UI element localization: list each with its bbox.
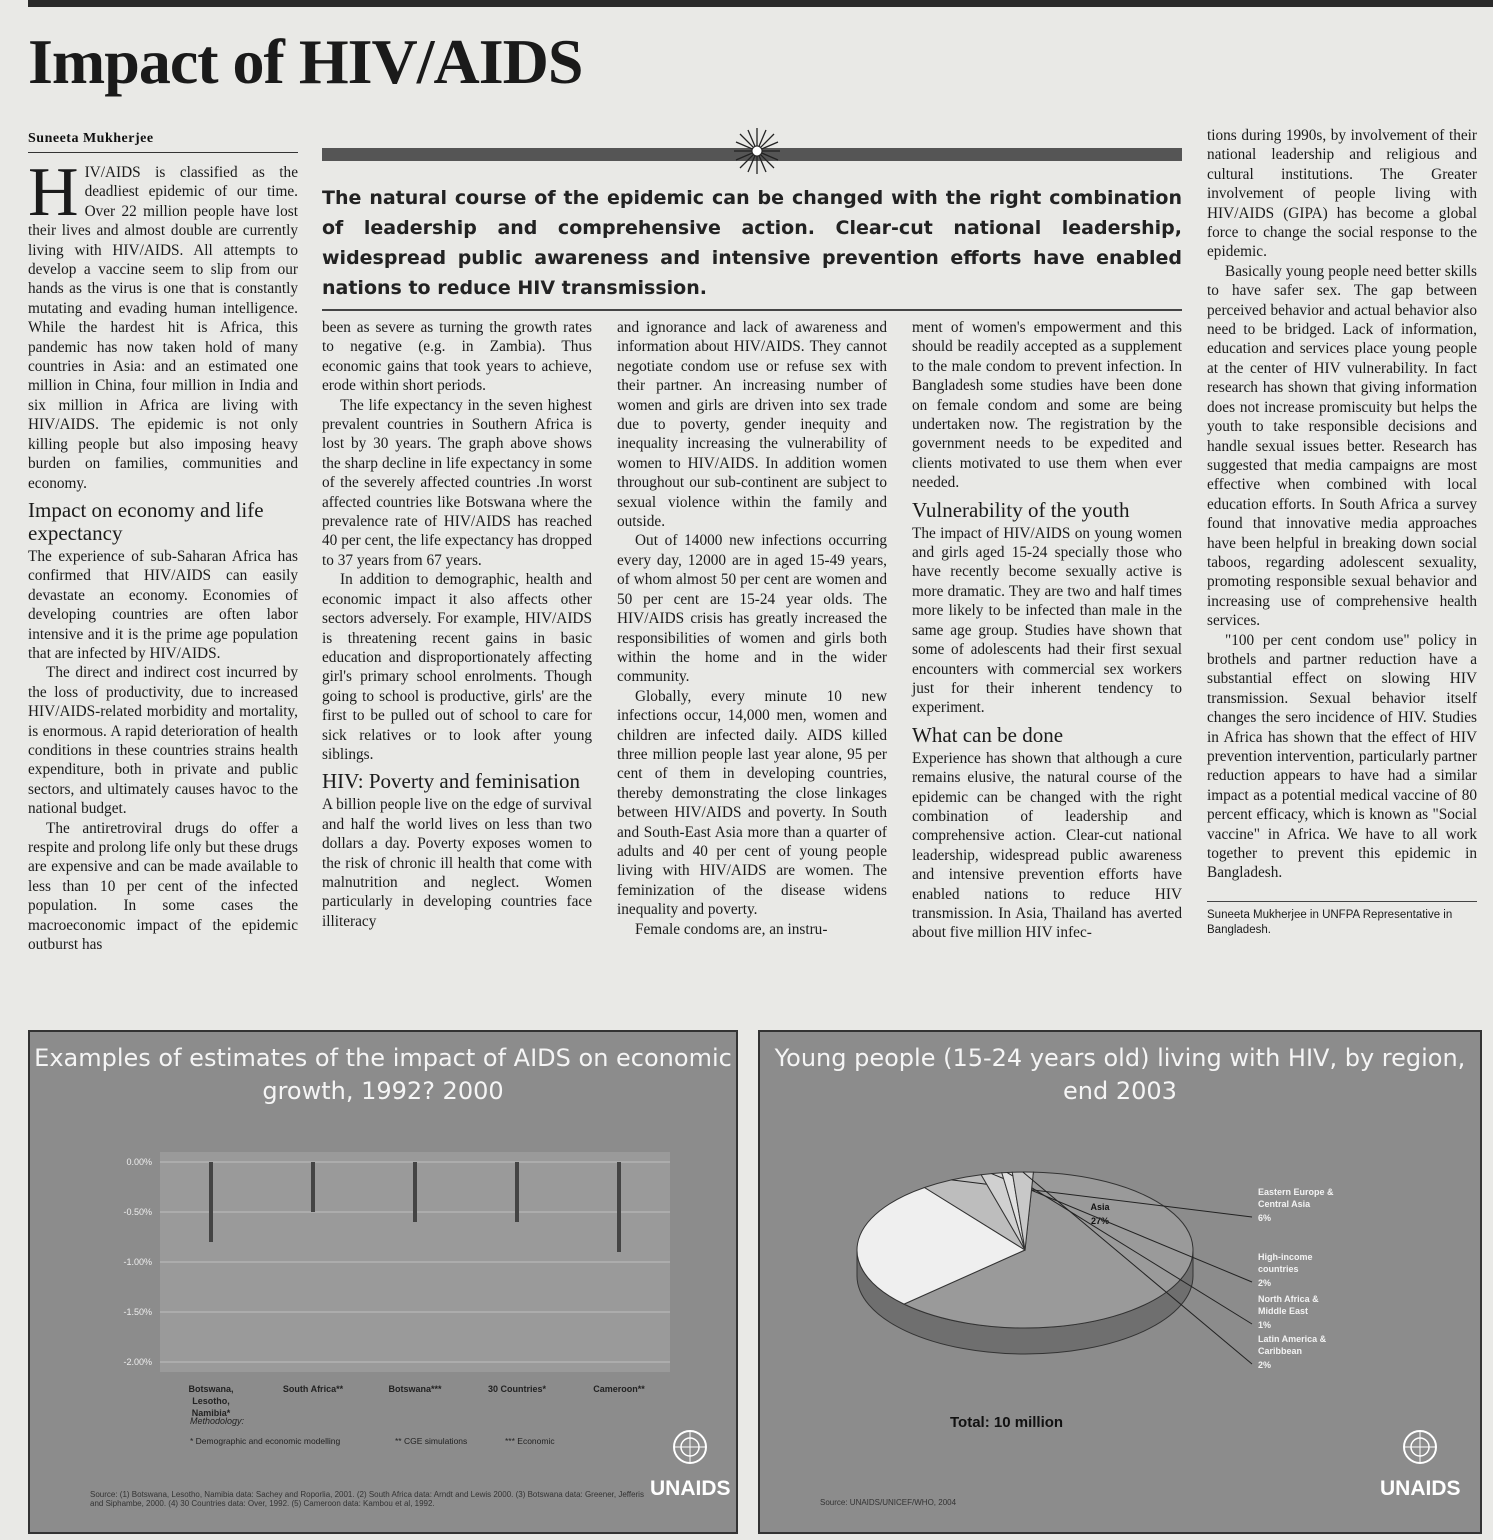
economic-growth-chart-source: Source: (1) Botswana, Lesotho, Namibia data: Sachey and Roporlia, 2001. (2) South Africa data: Arndt and Lewis 2000. (3) Botswana data: Greener, Jefferis and Siphambe, 2000. (4) 30 Countries data: Over, 1992. (5) Cameroon data: Kambou et al, 1992.: [90, 1490, 644, 1508]
bar: [311, 1162, 315, 1212]
slice-label: High-income: [1258, 1252, 1313, 1262]
category-label: [283, 1384, 344, 1394]
column-5: [1207, 126, 1477, 1018]
column-3-paragraph-3: Globally, every minute 10 new infections occur, 14,000 men, women and children are infected daily. AIDS killed three million people last year alone, 95 per cent of them in developing countries, thereby demonstrating the close linkages between HIV/AIDS and poverty. In South and South-East Asia more than a quarter of adults and 40 per cent of young people living with HIV/AIDS are women. The feminization of the disease widens inequality and poverty.: [617, 687, 887, 919]
legend-item: *** Economic: [505, 1436, 555, 1446]
pull-quote-text: The natural course of the epidemic can be changed with the right combination of leadership and comprehensive action. Clear-cut national leadership, widespread public awareness and intensive prevention efforts have enabled nations to reduce HIV transmission.: [322, 187, 1182, 299]
drop-cap: H: [28, 154, 79, 231]
young-people-chart-source: Source: UNAIDS/UNICEF/WHO, 2004: [820, 1498, 957, 1507]
headline: Impact of HIV/AIDS: [28, 26, 583, 97]
y-tick-label: -2.00%: [123, 1357, 152, 1367]
slice-value: 1%: [1258, 1320, 1272, 1330]
subheading-poverty: HIV: Poverty and feminisation: [322, 769, 580, 794]
byline: Suneeta Mukherjee: [28, 131, 154, 146]
category-label: [593, 1384, 645, 1394]
y-tick-label: 0.00%: [126, 1157, 152, 1167]
column-4: [912, 318, 1182, 1018]
bar: [515, 1162, 519, 1222]
column-1-paragraph-2: The experience of sub-Saharan Africa has confirmed that HIV/AIDS can easily devastate an economy. Economies of developing countries are often labor intensive and it is the prime age population that are infected by HIV/AIDS.: [28, 547, 298, 662]
subheading-youth: Vulnerability of the youth: [912, 497, 1130, 522]
pull-quote: [322, 148, 1182, 311]
pie-total: Total: 10 million: [950, 1414, 1064, 1431]
column-2-paragraph-3: In addition to demographic, health and economic impact it also affects other sectors adversely. For example, HIV/AIDS is threatening recent gains in basic education and disproportionately affecting girl's primary school enrolments. Though going to school is productive, girls' are the first to be pulled out of school to care for sick relatives or to look after young siblings.: [322, 571, 592, 763]
top-rule: [28, 0, 1493, 7]
category-label-line: South Africa**: [282, 1384, 344, 1394]
byline-rule: [28, 152, 298, 153]
un-emblem-icon: [670, 1427, 710, 1467]
un-emblem-icon: [1400, 1427, 1440, 1467]
column-3: [617, 318, 887, 1018]
column-5-paragraph-1: tions during 1990s, by involvement of their national leadership and religious and cultural institutions. The Greater involvement of people living with HIV/AIDS (GIPA) has become a global force to change the social response to the epidemic.: [1207, 127, 1477, 261]
slice-label-line-2: Central Asia: [1258, 1199, 1311, 1209]
category-label: [188, 1384, 233, 1418]
young-people-chart-panel: [758, 1030, 1482, 1534]
category-label: [388, 1384, 442, 1394]
economic-growth-chart-panel: [28, 1030, 738, 1534]
column-3-paragraph-4: Female condoms are, an instru-: [635, 920, 828, 938]
slice-label-line-2: Middle East: [1258, 1306, 1309, 1316]
unaids-logo: UNAIDS: [1380, 1477, 1461, 1500]
column-1-paragraph-3: The direct and indirect cost incurred by the loss of productivity, due to increased HIV/AIDS-related morbidity and mortality, is enormous. A rapid deterioration of health conditions in these countries strains health expenditure, both in private and public sectors, and ultimately causes havoc to the national budget.: [28, 664, 298, 818]
legend-title: Methodology:: [190, 1416, 245, 1426]
column-2-paragraph-2: The life expectancy in the seven highest prevalent countries in Southern Africa is lost by 30 years. The graph above shows the sharp decline in life expectancy in some of the severely affected countries .In worst affected countries like Botswana where the prevalence rate of HIV/AIDS has reached 40 per cent, the life expectancy has dropped to 37 years from 67 years.: [322, 396, 592, 569]
slice-label: Latin America &: [1258, 1334, 1327, 1344]
column-1-paragraph-1-text: IV/AIDS is classified as the deadliest epidemic of our time. Over 22 million people have lost their lives and almost double are currently living with HIV/AIDS. All attempts to develop a vaccine seem to slip from our hands as the virus is one that is constantly mutating and evading human intelligence. While the hardest hit is Africa, this pandemic has now taken hold of many countries in Asia: and an estimated one million in China, four million in India and six million in Africa are living with HIV/AIDS. The epidemic is not only killing people but also imposing heavy burden on families, communities and economy.: [28, 164, 298, 492]
category-label-line: Lesotho,: [192, 1396, 230, 1406]
unaids-logo: UNAIDS: [650, 1477, 731, 1500]
column-1: [28, 154, 298, 1018]
column-4-paragraph-3: Experience has shown that although a cure remains elusive, the natural course of the epidemic can be changed with the right combination of leadership and comprehensive action. Clear-cut national leadership, widespread public awareness and intensive prevention efforts have enabled nations to reduce HIV transmission. In Asia, Thailand has averted about five million HIV infec-: [912, 749, 1182, 942]
category-label-line: Namibia*: [191, 1408, 231, 1418]
slice-label: Eastern Europe &: [1258, 1187, 1334, 1197]
column-2-paragraph-1: been as severe as turning the growth rates to negative (e.g. in Zambia). Thus economic gains that took years to achieve, erode within short periods.: [322, 319, 592, 395]
slice-value: 6%: [1258, 1213, 1272, 1223]
y-tick-label: -1.00%: [123, 1257, 152, 1267]
column-4-paragraph-1: ment of women's empowerment and this should be readily accepted as a supplement to the male condom to prevent infection. In Bangladesh some studies have been done on female condom and some are being undertaken now. The registration by the government needs to be expedited and clients motivated to use them when ever needed.: [912, 319, 1182, 492]
slice-value: 2%: [1258, 1360, 1272, 1370]
bar: [617, 1162, 621, 1252]
column-2: [322, 318, 592, 1018]
slice-label-line-2: Caribbean: [1258, 1346, 1303, 1356]
category-label: [488, 1384, 547, 1394]
slice-label-line-2: countries: [1258, 1264, 1299, 1274]
slice-value: 2%: [1258, 1278, 1272, 1288]
category-label-line: Botswana***: [388, 1384, 442, 1394]
slice-value: 27%: [1090, 1216, 1110, 1226]
y-tick-label: -0.50%: [123, 1207, 152, 1217]
young-people-pie-chart: [760, 1032, 1480, 1532]
column-2-paragraph-4: A billion people live on the edge of survival and half the world lives on less than two dollars a day. Poverty exposes women to the risk of chronic ill health that come with malnutrition and neglect. Women particularly in developing countries face illiteracy: [322, 796, 592, 930]
bar: [413, 1162, 417, 1222]
starburst-icon: [732, 126, 782, 176]
category-label-line: Cameroon**: [593, 1384, 645, 1394]
slice-label: North Africa &: [1258, 1294, 1319, 1304]
author-note-rule: [1207, 901, 1477, 902]
column-1-paragraph-4: The antiretroviral drugs do offer a respite and prolong life only but these drugs are expensive and can be made available to less than 10 per cent of the infected population. In some cases the macroeconomic impact of the epidemic outburst has: [28, 819, 298, 954]
economic-growth-chart: [30, 1032, 736, 1532]
column-3-paragraph-2: Out of 14000 new infections occurring every day, 12000 are in aged 15-49 years, of whom almost 50 per cent are women and 50 per cent are 15-24 year olds. The HIV/AIDS crisis has greatly increased the responsibilities of women and girls both within the home and in the wider community.: [617, 532, 887, 686]
legend-item: ** CGE simulations: [395, 1436, 468, 1446]
economic-growth-chart-title: Examples of estimates of the impact of AIDS on economic growth, 1992? 2000: [34, 1044, 732, 1105]
column-3-paragraph-1: and ignorance and lack of awareness and information about HIV/AIDS. They cannot negotiate condom use or refuse sex with their partner. An increasing number of women and girls are driven into sex trade due to poverty, gender inequity and inequality increasing the vulnerability of women to HIV/AIDS. In addition women throughout our sub-continent are subject to sexual violence within the family and outside.: [617, 319, 887, 531]
y-tick-label: -1.50%: [123, 1307, 152, 1317]
column-5-paragraph-2: Basically young people need better skills to have safer sex. The gap between perceived behavior and actual behavior also need to be bridged. Lack of information, education and services place young people at the center of HIV vulnerability. In fact research has shown that giving information does not increase promiscuity but helps the youth to take responsible decisions and handle sexual issues better. Research has suggested that media campaigns are most effective when combined with local education efforts. In South Africa a survey found that innovative media approaches have been helpful in breaking down social taboos, regarding adolescent sexuality, promoting responsible sexual behavior and increasing use of comprehensive health services.: [1207, 262, 1477, 630]
subheading-economy: Impact on economy and life expectancy: [28, 497, 264, 545]
slice-label: Asia: [1090, 1202, 1110, 1212]
subheading-what-can-be-done: What can be done: [912, 722, 1064, 747]
column-4-paragraph-2: The impact of HIV/AIDS on young women and girls aged 15-24 specially those who have recently become sexually active is more dramatic. They are two and half times more likely to be infected than male in the same age group. Studies have shown that some of adolescents had their first sexual encounters with commercial sex workers just for their inherent tendency to experiment.: [912, 524, 1182, 717]
category-label-line: 30 Countries*: [487, 1384, 547, 1394]
column-5-paragraph-3: "100 per cent condom use" policy in brothels and partner reduction have a substantial effect on slowing HIV transmission. Sexual behavior itself changes the sero incidence of HIV. Studies in Africa has shown that the effect of HIV prevention intervention, particularly partner reduction appears to have had a similar impact as a potential medical vaccine of 80 percent efficacy, which is known as "Social vaccine" in Africa. We have to all work together to prevent this epidemic in Bangladesh.: [1207, 631, 1477, 882]
legend-item: * Demographic and economic modelling: [190, 1436, 341, 1446]
bar: [209, 1162, 213, 1242]
young-people-chart-title: Young people (15-24 years old) living with HIV, by region, end 2003: [774, 1044, 1466, 1105]
category-label-line: Botswana,: [188, 1384, 234, 1394]
author-note: Suneeta Mukherjee in UNFPA Representative in Bangladesh.: [1207, 908, 1453, 936]
pull-quote-rule: [322, 309, 1182, 311]
column-1-paragraph-1: [28, 154, 298, 493]
